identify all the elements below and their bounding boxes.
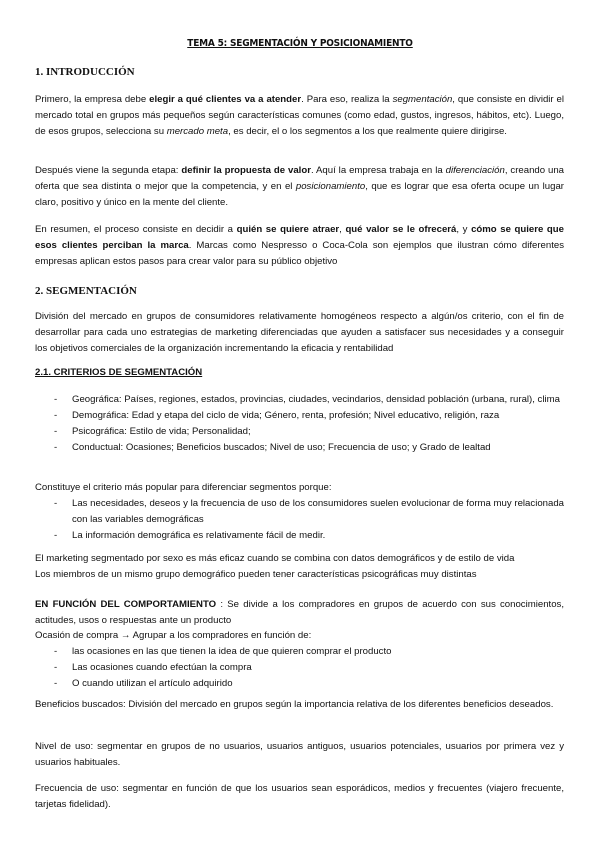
occasion-list bbox=[35, 644, 564, 692]
benefits-paragraph: Beneficios buscados: División del mercado en grupos según la importancia relativa de los diferentes beneficios deseados. bbox=[35, 699, 554, 710]
occasion-intro: Ocasión de compra → Agrupar a los compradores en función de: bbox=[35, 630, 312, 641]
popular-list bbox=[35, 496, 564, 544]
criteria-list bbox=[35, 392, 564, 456]
intro-paragraph-3: En resumen, el proceso consiste en decidir a quién se quiere atraer, qué valor se le ofrecerá, y cómo se quiere que esos clientes perciban la marca. Marcas como Nespresso o Coca-Cola son ejemplos que ilustran cómo diferentes empresas aplican estos pasos para crear valor para su público objetivo bbox=[35, 224, 564, 267]
usage-paragraph: Nivel de uso: segmentar en grupos de no usuarios, usuarios antiguos, usuarios potenciales, usuarios por primera vez y usuarios habituales. bbox=[35, 741, 564, 768]
section-heading-introduccion: 1. INTRODUCCIÓN bbox=[35, 66, 135, 78]
list-item: - Geográfica: Países, regiones, estados, provincias, ciudades, vecindarios, densidad población (urbana, rural), clima bbox=[35, 392, 564, 408]
list-item: - Psicográfica: Estilo de vida; Personalidad; bbox=[35, 424, 564, 440]
list-item: - La información demográfica es relativamente fácil de medir. bbox=[35, 528, 564, 544]
section-heading-segmentacion: 2. SEGMENTACIÓN bbox=[35, 285, 137, 297]
sub-heading-criterios: 2.1. CRITERIOS DE SEGMENTACIÓN bbox=[35, 367, 203, 378]
list-item: - las ocasiones en las que tienen la idea de que quieren comprar el producto bbox=[35, 644, 564, 660]
list-item: - Las ocasiones cuando efectúan la compra bbox=[35, 660, 564, 676]
note-psychographic: Los miembros de un mismo grupo demográfico pueden tener características psicográficas muy distintas bbox=[35, 569, 477, 580]
list-item: - Demográfica: Edad y etapa del ciclo de vida; Género, renta, profesión; Nivel educativo, religión, raza bbox=[35, 408, 564, 424]
intro-paragraph-1: Primero, la empresa debe elegir a qué clientes va a atender. Para eso, realiza la segmentación, que consiste en dividir el mercado total en grupos más pequeños según características comunes (como edad, gustos, ingresos, hábitos, etc). Luego, de esos grupos, selecciona su mercado meta, es decir, el o los segmentos a los que realmente quiere dirigirse. bbox=[35, 94, 565, 137]
segmentation-definition: División del mercado en grupos de consumidores relativamente homogéneos respecto a algún/os criterio, con el fin de desarrollar para cada uno estrategias de marketing diferenciadas que ayuden a satisfacer sus necesidades y a conseguir los objetivos comerciales de la organización incrementando la eficacia y rentabilidad bbox=[35, 311, 564, 354]
frequency-paragraph: Frecuencia de uso: segmentar en función de que los usuarios sean esporádicos, medios y frecuentes (viajero frecuente, tarjetas fidelidad). bbox=[35, 783, 564, 810]
note-sex-segmentation: El marketing segmentado por sexo es más eficaz cuando se combina con datos demográficos y de estilo de vida bbox=[35, 553, 515, 564]
behavior-paragraph: EN FUNCIÓN DEL COMPORTAMIENTO : Se divide a los compradores en grupos de acuerdo con sus conocimientos, actitudes, usos o respuestas ante un producto bbox=[35, 599, 564, 626]
behavior-heading: EN FUNCIÓN DEL COMPORTAMIENTO bbox=[35, 599, 217, 610]
popular-intro: Constituye el criterio más popular para diferenciar segmentos porque: bbox=[35, 482, 332, 493]
intro-paragraph-2: Después viene la segunda etapa: definir la propuesta de valor. Aquí la empresa trabaja en la diferenciación, creando una oferta que sea distinta o mejor que la competencia, y en el posicionamiento, que es lograr que esa oferta ocupe un lugar claro, positivo y único en la mente del cliente. bbox=[35, 165, 565, 208]
page-title: TEMA 5: SEGMENTACIÓN Y POSICIONAMIENTO bbox=[187, 38, 413, 49]
list-item: - Conductual: Ocasiones; Beneficios buscados; Nivel de uso; Frecuencia de uso; y Grado de lealtad bbox=[35, 440, 564, 456]
list-item: - Las necesidades, deseos y la frecuencia de uso de los consumidores suelen evolucionar de forma muy relacionada con las variables demográficas bbox=[35, 496, 564, 528]
list-item: - O cuando utilizan el artículo adquirido bbox=[35, 676, 564, 692]
